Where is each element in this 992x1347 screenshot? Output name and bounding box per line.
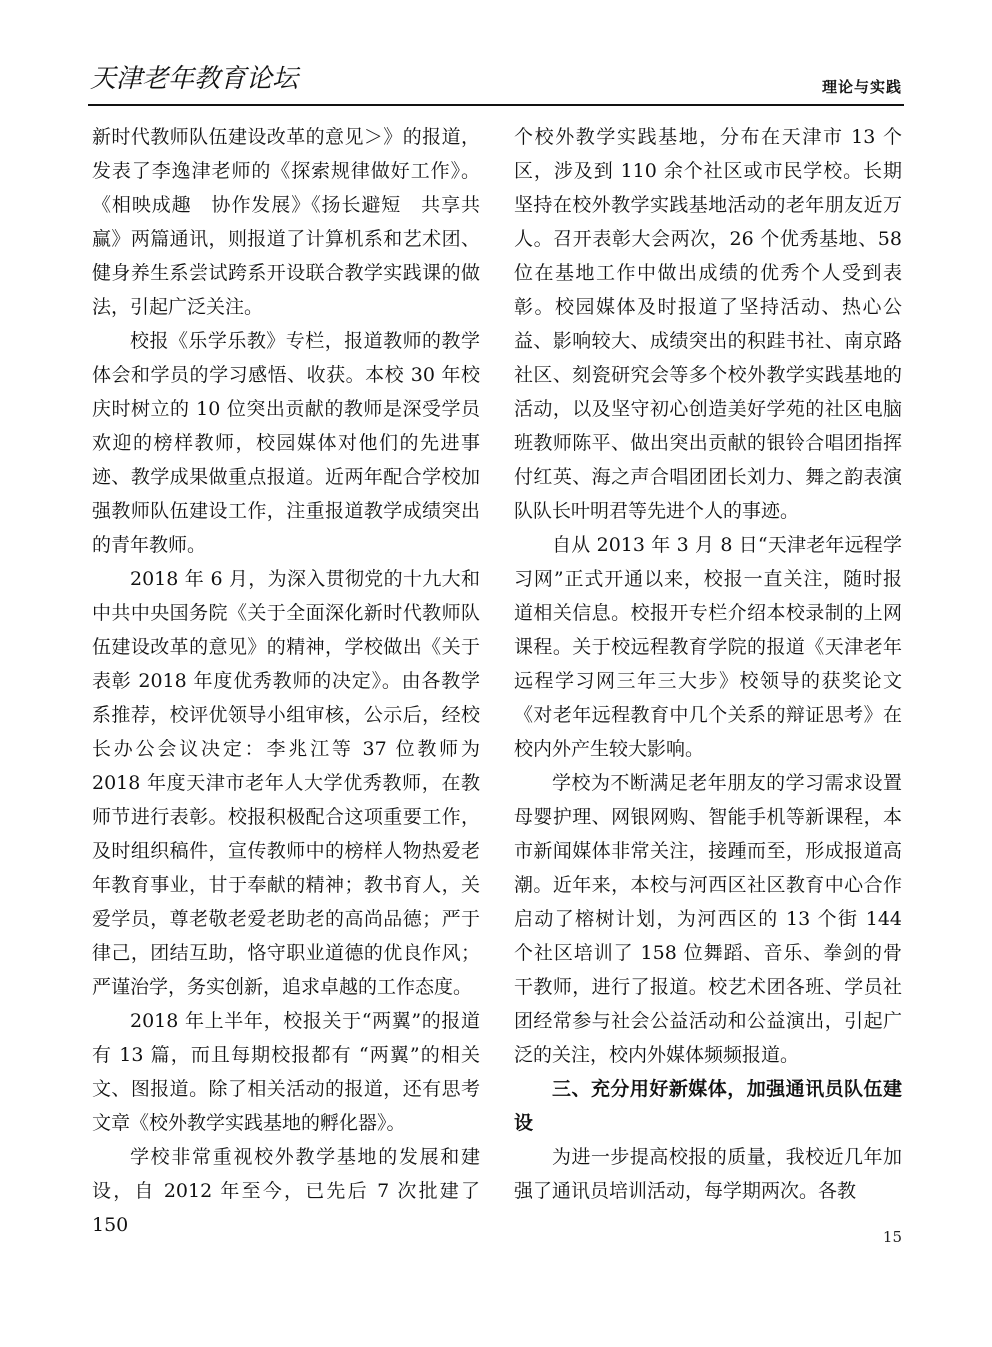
paragraph: 学校非常重视校外教学基地的发展和建设，自 2012 年至今，已先后 7 次批建了 150 [92, 1146, 480, 1236]
paragraph: 为进一步提高校报的质量，我校近几年加强了通讯员培训活动，每学期两次。各教 [514, 1146, 902, 1202]
paragraph: 校报《乐学乐教》专栏，报道教师的教学体会和学员的学习感悟、收获。本校 30 年校庆时树立的 10 位突出贡献的教师是深受学员欢迎的榜样教师，校园媒体对他们的先进事迹、教学成果做重点报道。近两年配合学校加强教师队伍建设工作，注重报道教学成绩突出的青年教师。 [92, 330, 480, 556]
header-rule [88, 104, 904, 106]
section-title: 理论与实践 [821, 78, 902, 96]
paragraph: 自从 2013 年 3 月 8 日“天津老年远程学习网”正式开通以来，校报一直关注，随时报道相关信息。校报开专栏介绍本校录制的上网课程。关于校远程教育学院的报道《天津老年远程学习网三年三大步》校领导的获奖论文《对老年远程教育中几个关系的辩证思考》在校内外产生较大影响。 [514, 534, 902, 760]
section-heading: 三、充分用好新媒体，加强通讯员队伍建设 [514, 1078, 902, 1134]
right-column [514, 120, 902, 1208]
page-number: 15 [882, 1228, 902, 1246]
paragraph: 2018 年 6 月，为深入贯彻党的十九大和中共中央国务院《关于全面深化新时代教师队伍建设改革的意见》的精神，学校做出《关于表彰 2018 年度优秀教师的决定》。由各教学系推荐，校评优领导小组审核，公示后，经校长办公会议决定：李兆江等 37 位教师为 2018 年度天津市老年人大学优秀教师，在教师节进行表彰。校报积极配合这项重要工作，及时组织稿件，宣传教师中的榜样人物热爱老年教育事业，甘于奉献的精神；教书育人，关爱学员，尊老敬老爱老助老的高尚品德；严于律己，团结互助，恪守职业道德的优良作风；严谨治学，务实创新，追求卓越的工作态度。 [92, 568, 480, 998]
masthead-text: 天津老年教育论坛 [90, 64, 299, 94]
masthead-logo [88, 58, 299, 96]
paragraph: 2018 年上半年，校报关于“两翼”的报道有 13 篇，而且每期校报都有 “两翼”的相关文、图报道。除了相关活动的报道，还有思考文章《校外教学实践基地的孵化器》。 [92, 1010, 480, 1134]
paragraph: 个校外教学实践基地，分布在天津市 13 个区，涉及到 110 余个社区或市民学校。长期坚持在校外教学实践基地活动的老年朋友近万人。召开表彰大会两次，26 个优秀基地、58 位在基地工作中做出成绩的优秀个人受到表彰。校园媒体及时报道了坚持活动、热心公益、影响较大、成绩突出的积跬书社、南京路社区、刻瓷研究会等多个校外教学实践基地的活动，以及坚守初心创造美好学苑的社区电脑班教师陈平、做出突出贡献的银铃合唱团指挥付红英、海之声合唱团团长刘力、舞之韵表演队队长叶明君等先进个人的事迹。 [514, 126, 902, 522]
paragraph: 学校为不断满足老年朋友的学习需求设置母婴护理、网银网购、智能手机等新课程，本市新闻媒体非常关注，接踵而至，形成报道高潮。近年来，本校与河西区社区教育中心合作启动了榕树计划，为河西区的 13 个街 144 个社区培训了 158 位舞蹈、音乐、拳剑的骨干教师，进行了报道。校艺术团各班、学员社团经常参与社会公益活动和公益演出，引起广泛的关注，校内外媒体频频报道。 [514, 772, 902, 1066]
left-column [92, 120, 480, 1242]
paragraph: 新时代教师队伍建设改革的意见＞》的报道，发表了李逸津老师的《探索规律做好工作》。《相映成趣 协作发展》《扬长避短 共享共赢》两篇通讯，则报道了计算机系和艺术团、健身养生系尝试跨系开设联合教学实践课的做法，引起广泛关注。 [92, 126, 480, 318]
